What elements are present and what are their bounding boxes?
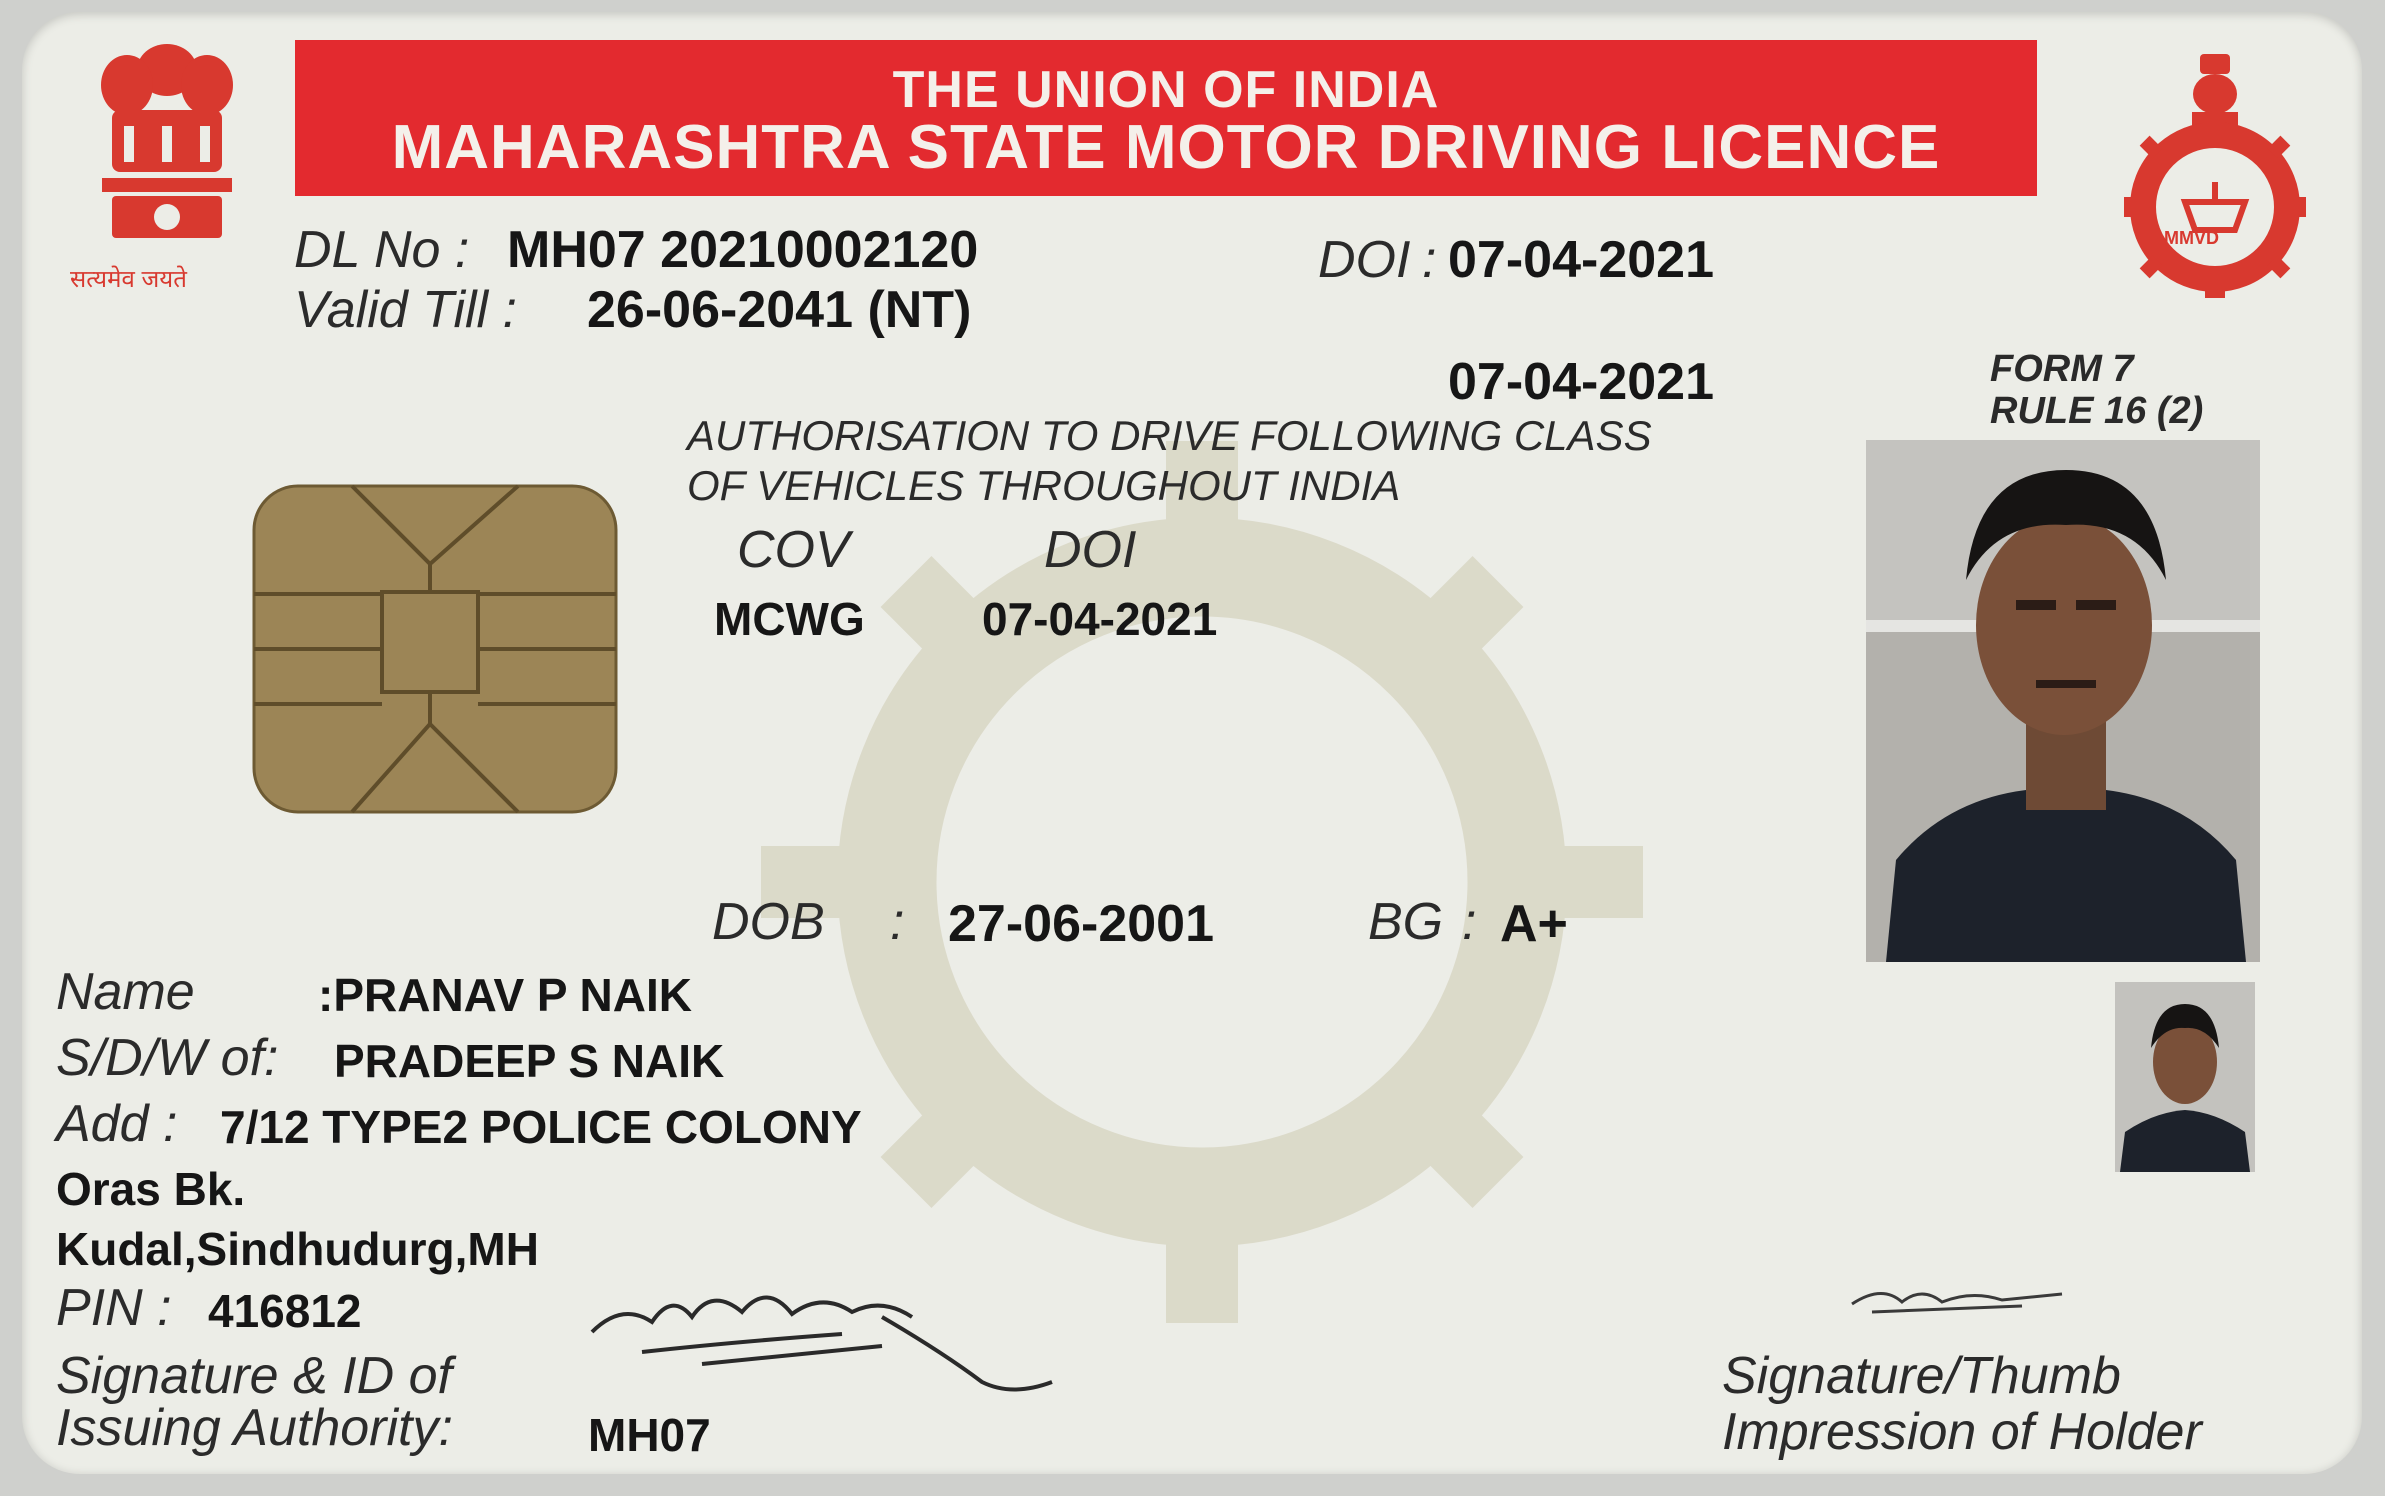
dob-date: 27-06-2001 bbox=[948, 895, 1214, 953]
address-label: Add : bbox=[56, 1095, 178, 1153]
holder-signature-label-1: Signature/Thumb bbox=[1722, 1347, 2121, 1405]
blood-group: A+ bbox=[1500, 895, 1568, 953]
mmvd-seal-icon bbox=[2100, 52, 2330, 312]
smart-chip-icon bbox=[252, 484, 618, 814]
title-banner bbox=[295, 40, 2037, 196]
driving-licence-card bbox=[22, 12, 2362, 1474]
mmvd-watermark-icon bbox=[722, 432, 1682, 1332]
pin-code: 416812 bbox=[208, 1285, 362, 1337]
blood-group-label: BG bbox=[1368, 893, 1444, 951]
dob-label: DOB bbox=[712, 893, 825, 951]
address-line-3: Kudal,Sindhudurg,MH bbox=[56, 1223, 539, 1275]
banner-line-2: MAHARASHTRA STATE MOTOR DRIVING LICENCE bbox=[391, 113, 1941, 182]
cov-doi: 07-04-2021 bbox=[982, 593, 1218, 645]
valid-till-date: 26-06-2041 (NT) bbox=[587, 281, 972, 339]
authority-label-1: Signature & ID of bbox=[56, 1347, 452, 1405]
holder-signature-label-2: Impression of Holder bbox=[1722, 1403, 2202, 1461]
rule-number: RULE 16 (2) bbox=[1990, 390, 2204, 432]
doi-header: DOI bbox=[1044, 521, 1137, 579]
blood-group-separator: : bbox=[1462, 893, 1477, 951]
emblem-motto: सत्यमेव जयते bbox=[70, 266, 187, 293]
authority-label-2: Issuing Authority: bbox=[56, 1399, 453, 1457]
ashoka-emblem-icon bbox=[82, 30, 252, 260]
holder-photo-small bbox=[2115, 982, 2255, 1172]
cov-header: COV bbox=[737, 521, 850, 579]
pin-label: PIN : bbox=[56, 1279, 172, 1337]
banner-line-1: THE UNION OF INDIA bbox=[892, 61, 1440, 119]
dob-separator: : bbox=[890, 893, 905, 951]
dl-number-label: DL No : bbox=[294, 221, 470, 279]
second-date: 07-04-2021 bbox=[1448, 353, 1714, 411]
authorisation-line-2: OF VEHICLES THROUGHOUT INDIA bbox=[687, 462, 1401, 509]
valid-till-label: Valid Till : bbox=[294, 281, 518, 339]
holder-name: :PRANAV P NAIK bbox=[318, 969, 692, 1021]
doi-date: 07-04-2021 bbox=[1448, 231, 1714, 289]
address-line-1: 7/12 TYPE2 POLICE COLONY bbox=[220, 1101, 862, 1153]
relation-name: PRADEEP S NAIK bbox=[334, 1035, 725, 1087]
seal-text: MMVD bbox=[2164, 228, 2219, 248]
name-label: Name bbox=[56, 963, 195, 1021]
form-number: FORM 7 bbox=[1990, 348, 2134, 390]
holder-signature bbox=[1842, 1274, 2072, 1324]
authorisation-line-1: AUTHORISATION TO DRIVE FOLLOWING CLASS bbox=[687, 412, 1652, 459]
cov-class: MCWG bbox=[714, 593, 865, 645]
relation-label: S/D/W of: bbox=[56, 1029, 279, 1087]
holder-photo bbox=[1866, 440, 2260, 962]
address-line-2: Oras Bk. bbox=[56, 1163, 246, 1215]
doi-label: DOI bbox=[1318, 231, 1411, 289]
authority-id: MH07 bbox=[588, 1409, 711, 1461]
doi-separator: : bbox=[1422, 231, 1437, 289]
dl-number: MH07 20210002120 bbox=[507, 221, 979, 279]
authority-signature bbox=[582, 1272, 1062, 1402]
